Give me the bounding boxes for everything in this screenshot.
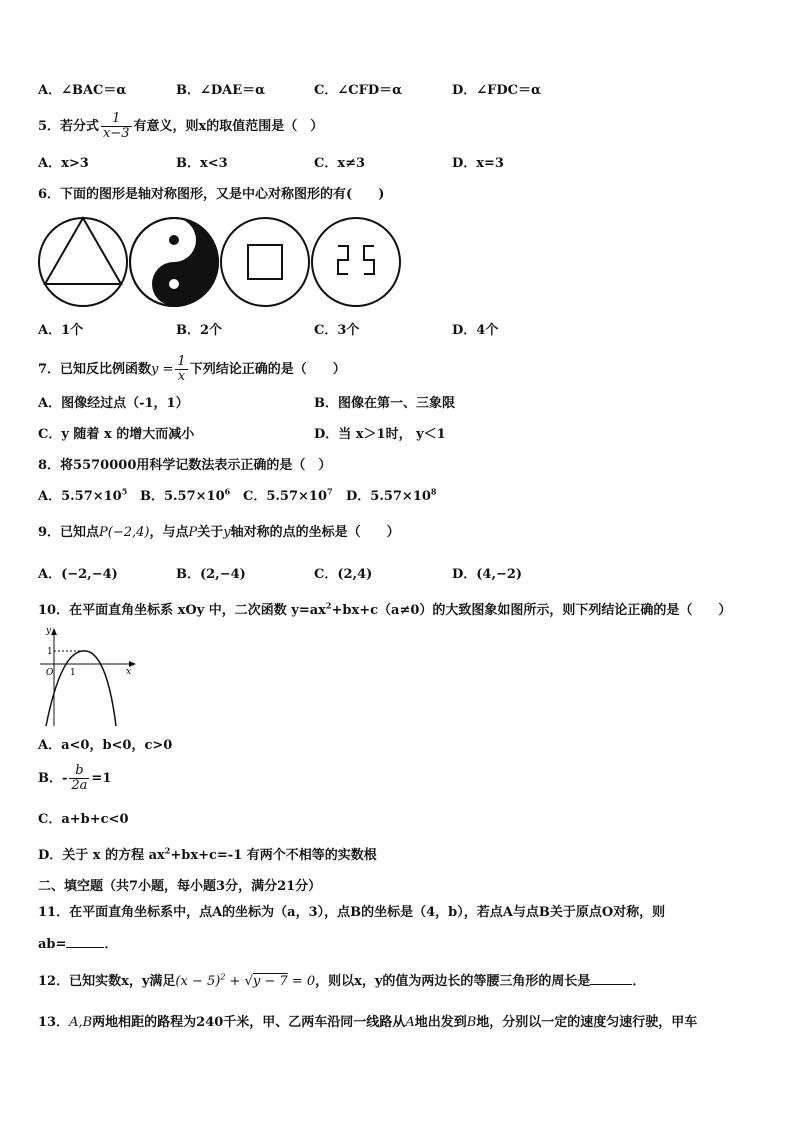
q7-fraction [175,355,187,384]
q10-text-b: +bx+c（a≠0）的大致图象如图所示，则下列结论正确的是（ ） [331,603,732,618]
q4-option-c: C．∠CFD＝α [314,83,403,98]
q8-option-d-exp: 8 [430,486,437,497]
yin-yang-figure [130,218,218,306]
q8-option-a [38,488,127,506]
q12-answer-blank[interactable] [590,972,632,985]
q9-axis: y [223,525,231,540]
q13-suffix: 地，分别以一定的速度匀速行驶，甲车 [476,1015,698,1030]
q9-mid: ，与点 [149,525,189,540]
q8-option-b-exp: 6 [224,486,231,497]
q5-suffix: 有意义，则x的取值范围是（ ） [133,119,324,134]
q7-func-lhs: y = [151,362,174,377]
q9-suffix: 轴对称的点的坐标是（ ） [230,525,400,540]
q9-p: P [188,525,198,540]
q13-mid: 两地相距的路程为240千米，甲、乙两车沿同一线路从 [92,1015,406,1030]
q8-option-d [346,488,437,506]
q10-option-b-fraction [69,764,89,793]
arrow-up-icon [51,628,57,635]
q7-frac-num: 1 [177,354,186,369]
q9-mid2: 关于 [197,525,224,540]
q7-option-a: A．图像经过点（-1，1） [38,396,189,411]
q12-end: ． [632,974,646,989]
q5-fraction [101,112,132,141]
q7-prefix: 7．已知反比例函数 [38,362,152,377]
q9-option-b: B．(2,−4) [176,567,246,582]
q5-frac-num: 1 [101,112,132,127]
q6-figures [36,214,406,310]
q6-option-b: B．2个 [176,323,223,338]
q5-stem [38,112,323,141]
q10-parabola [46,651,116,726]
q12-expr-a: (x − 5) [175,974,221,989]
q7-stem [38,355,346,384]
q9-stem [38,524,400,542]
q10-option-b-num: b [69,764,89,779]
q5-prefix: 5．若分式 [38,119,100,134]
q9-option-a: A．(−2,−4) [38,567,118,582]
q5-option-d: D．x=3 [452,156,504,171]
q10-stem [38,602,731,620]
q5-frac-den: x−3 [103,126,130,141]
q5-option-a: A．x>3 [38,156,89,171]
q12-expr-b: + [225,974,245,989]
q8-option-d-base: D．5.57×10 [346,489,431,504]
q10-option-d [38,847,377,865]
q4-option-d: D．∠FDC＝α [452,83,542,98]
q12-expression [175,974,315,989]
q13-stem [38,1014,697,1032]
q4-option-b: B．∠DAE＝α [176,83,266,98]
q10-option-b [38,764,111,793]
q11-line2 [38,935,117,954]
q10-text-sup: 2 [325,600,332,611]
q11-ab-label: ab= [38,937,67,952]
q10-one-x-label: 1 [70,668,76,678]
q10-x-label: x [126,667,132,677]
q6-option-c: C．3个 [314,323,360,338]
q10-option-d-sup: 2 [164,845,171,856]
q10-one-y-label: 1 [47,647,53,657]
q10-option-b-suffix: =1 [91,771,112,786]
circle-triangle-figure [39,218,127,306]
q8-stem: 8．将5570000用科学记数法表示正确的是（ ） [38,458,332,473]
q8-option-c-base: C．5.57×10 [243,489,327,504]
q6-stem: 6．下面的图形是轴对称图形，又是中心对称图形的有( ) [38,187,385,202]
q13-prefix: 13． [38,1015,70,1030]
q11-line2-end: ． [104,937,118,952]
q10-text-a: 10．在平面直角坐标系 xOy 中，二次函数 y=ax [38,603,326,618]
q13-mid2: 地出发到 [414,1015,467,1030]
q6-option-a: A．1个 [38,323,84,338]
circle-pattern-figure [312,218,400,306]
q9-prefix: 9．已知点 [38,525,100,540]
q10-option-b-den: 2a [71,778,88,793]
q13-b: B [466,1015,477,1030]
q7-frac-den: x [177,369,186,384]
section-heading: 二、填空题（共7小题，每小题3分，满分21分） [38,879,322,894]
q10-option-b-prefix: B．- [38,771,68,786]
q5-option-b: B．x<3 [176,156,228,171]
circle-square-figure [221,218,309,306]
q5-option-c: C．x≠3 [314,156,366,171]
q8-option-a-exp: 5 [121,486,128,497]
q10-graph [36,622,140,730]
q12-expr-c: = 0 [287,974,316,989]
q10-option-a: A．a<0，b<0，c>0 [38,738,173,753]
q9-option-c: C．(2,4) [314,567,373,582]
q12-stem [38,972,645,991]
q7-option-d: D．当 x＞1时， y＜1 [314,427,446,442]
q7-suffix: 下列结论正确的是（ ） [189,362,346,377]
q6-option-d: D．4个 [452,323,499,338]
q10-option-d-a: D．关于 x 的方程 ax [38,848,165,863]
sqrt-icon: √ [244,974,253,989]
q8-option-b [140,488,230,506]
q12-sqrt-body: y − 7 [252,974,288,989]
q8-option-c-exp: 7 [327,486,333,497]
q13-a: A [405,1015,415,1030]
q9-option-d: D．(4,−2) [452,567,523,582]
q11-answer-blank[interactable] [66,935,104,948]
q12-suffix: ，则以x，y的值为两边长的等腰三角形的周长是 [315,974,591,989]
q8-option-b-base: B．5.57×10 [140,489,225,504]
q10-y-label: y [46,626,52,636]
q8-option-a-base: A．5.57×10 [38,489,122,504]
q10-origin-label: O [46,668,54,678]
q12-prefix: 12．已知实数x，y满足 [38,974,176,989]
q11-line1: 11．在平面直角坐标系中，点A的坐标为（a，3），点B的坐标是（4，b），若点A与点B关于原点O对称，则 [38,905,666,920]
q7-option-c: C．y 随着 x 的增大而减小 [38,427,195,442]
q7-option-b: B．图像在第一、三象限 [314,396,455,411]
q12-expr-sup: 2 [220,972,226,982]
q4-option-a: A．∠BAC＝α [38,83,127,98]
q10-option-d-b: +bx+c=-1 有两个不相等的实数根 [170,848,377,863]
q13-ab: A,B [69,1015,93,1030]
q9-point: P(−2,4) [99,525,150,540]
q10-option-c: C．a+b+c<0 [38,812,129,827]
q8-option-c [243,488,333,506]
